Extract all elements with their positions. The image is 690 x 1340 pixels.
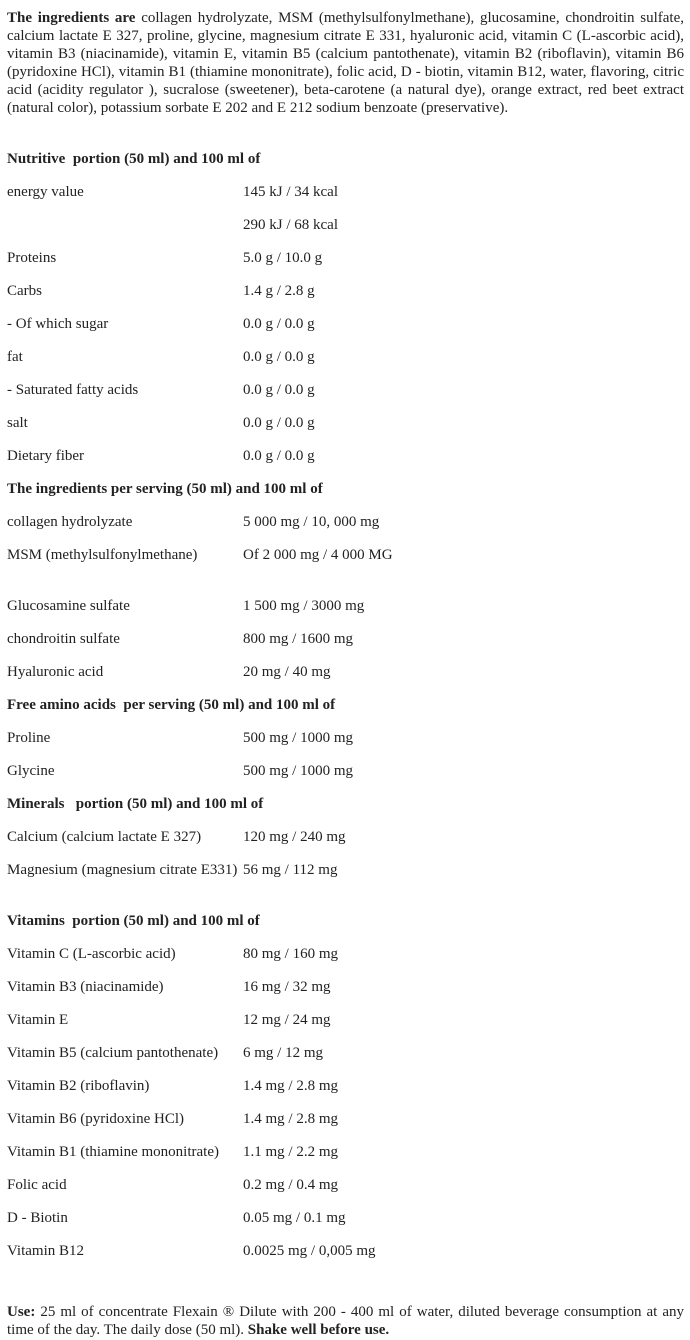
mineral-row-value: 56 mg / 112 mg [243,862,338,878]
amino-row-label: Proline [7,730,51,746]
vitamin-row-label: Vitamin C (L-ascorbic acid) [7,946,176,962]
nutrition-row-label: Carbs [7,283,42,299]
ingredients-serving-heading: The ingredients per serving (50 ml) and 100 ml of [7,481,323,497]
ingredient-row-value: Of 2 000 mg / 4 000 MG [243,547,393,563]
ingredient-row-label: Glucosamine sulfate [7,598,130,614]
vitamin-row-value: 1.1 mg / 2.2 mg [243,1144,339,1160]
ingredient-row-value: 1 500 mg / 3000 mg [243,598,365,614]
vitamin-row-label: Vitamin B6 (pyridoxine HCl) [7,1111,184,1127]
nutrition-row-value: 5.0 g / 10.0 g [243,250,323,266]
vitamin-row-value: 80 mg / 160 mg [243,946,339,962]
usage-emphasis: Shake well before use. [247,1322,390,1338]
nutrition-row-value: 0.0 g / 0.0 g [243,382,315,398]
vitamin-row-label: Vitamin B12 [7,1243,85,1259]
vitamin-row-value: 16 mg / 32 mg [243,979,331,995]
nutrition-row-value: 0.0 g / 0.0 g [243,349,315,365]
nutrition-row-value: 0.0 g / 0.0 g [243,415,315,431]
vitamin-row-value: 0.2 mg / 0.4 mg [243,1177,339,1193]
vitamin-row-label: Vitamin E [7,1012,69,1028]
vitamin-row-label: Folic acid [7,1177,67,1193]
nutrition-row-value: 145 kJ / 34 kcal [243,184,338,200]
nutrition-heading: Nutritive portion (50 ml) and 100 ml of [7,151,261,167]
vitamin-row-label: Vitamin B2 (riboflavin) [7,1078,150,1094]
ingredient-row-label: Hyaluronic acid [7,664,104,680]
nutrition-row-label: energy value [7,184,84,200]
nutrition-row-value: 0.0 g / 0.0 g [243,316,315,332]
nutrition-row-label: Dietary fiber [7,448,85,464]
vitamin-row-label: Vitamin B5 (calcium pantothenate) [7,1045,219,1061]
mineral-row-label: Magnesium (magnesium citrate E331) [7,862,238,878]
ingredient-row-label: MSM (methylsulfonylmethane) [7,547,198,563]
nutrition-row-label: Proteins [7,250,57,266]
vitamins-heading: Vitamins portion (50 ml) and 100 ml of [7,913,260,929]
vitamin-row-value: 0.0025 mg / 0,005 mg [243,1243,376,1259]
ingredient-row-label: collagen hydrolyzate [7,514,133,530]
usage-text: 25 ml of concentrate Flexain ® Dilute with 200 - 400 ml of water, diluted beverage consumption at any time of the day. The daily dose (50 ml). [7,1304,684,1338]
minerals-heading: Minerals portion (50 ml) and 100 ml of [7,796,264,812]
ingredient-row-value: 20 mg / 40 mg [243,664,331,680]
ingredient-row-value: 5 000 mg / 10, 000 mg [243,514,380,530]
vitamin-row-value: 1.4 mg / 2.8 mg [243,1078,339,1094]
nutrition-row-value: 0.0 g / 0.0 g [243,448,315,464]
ingredients-paragraph [7,9,684,117]
nutrition-row-label: - Of which sugar [7,316,109,332]
nutrition-row-label: - Saturated fatty acids [7,382,139,398]
vitamin-row-value: 12 mg / 24 mg [243,1012,331,1028]
vitamin-row-label: D - Biotin [7,1210,68,1226]
nutrition-row-value: 1.4 g / 2.8 g [243,283,315,299]
ingredient-row-label: chondroitin sulfate [7,631,120,647]
usage-label: Use: [7,1304,36,1320]
ingredient-row-value: 800 mg / 1600 mg [243,631,354,647]
vitamin-row-label: Vitamin B3 (niacinamide) [7,979,164,995]
vitamin-row-value: 1.4 mg / 2.8 mg [243,1111,339,1127]
vitamin-row-value: 6 mg / 12 mg [243,1045,324,1061]
vitamin-row-label: Vitamin B1 (thiamine mononitrate) [7,1144,219,1160]
amino-row-value: 500 mg / 1000 mg [243,730,354,746]
amino-row-label: Glycine [7,763,55,779]
ingredients-text: collagen hydrolyzate, MSM (methylsulfonylmethane), glucosamine, chondroitin sulfate, calcium lactate E 327, proline, glycine, magnesium citrate E 331, hyaluronic acid, vitamin C (L-ascorbic acid), vitamin B3 (niacinamide), vitamin E, vitamin B5 (calcium pantothenate), vitamin B2 (riboflavin), vitamin B6 (pyridoxine HCl), vitamin B1 (thiamine mononitrate), folic acid, D - biotin, vitamin B12, water, flavoring, citric acid (acidity regulator ), sucralose (sweetener), beta-carotene (a natural dye), orange extract, red beet extract (natural color), potassium sorbate E 202 and E 212 sodium benzoate (preservative). [7,10,684,116]
nutrition-row-label: salt [7,415,28,431]
mineral-row-value: 120 mg / 240 mg [243,829,346,845]
ingredients-label: The ingredients are [7,10,136,26]
amino-row-value: 500 mg / 1000 mg [243,763,354,779]
usage-paragraph [7,1303,684,1339]
vitamin-row-value: 0.05 mg / 0.1 mg [243,1210,346,1226]
amino-acids-heading: Free amino acids per serving (50 ml) and 100 ml of [7,697,336,713]
mineral-row-label: Calcium (calcium lactate E 327) [7,829,202,845]
nutrition-row-value: 290 kJ / 68 kcal [243,217,338,233]
nutrition-row-label: fat [7,349,23,365]
